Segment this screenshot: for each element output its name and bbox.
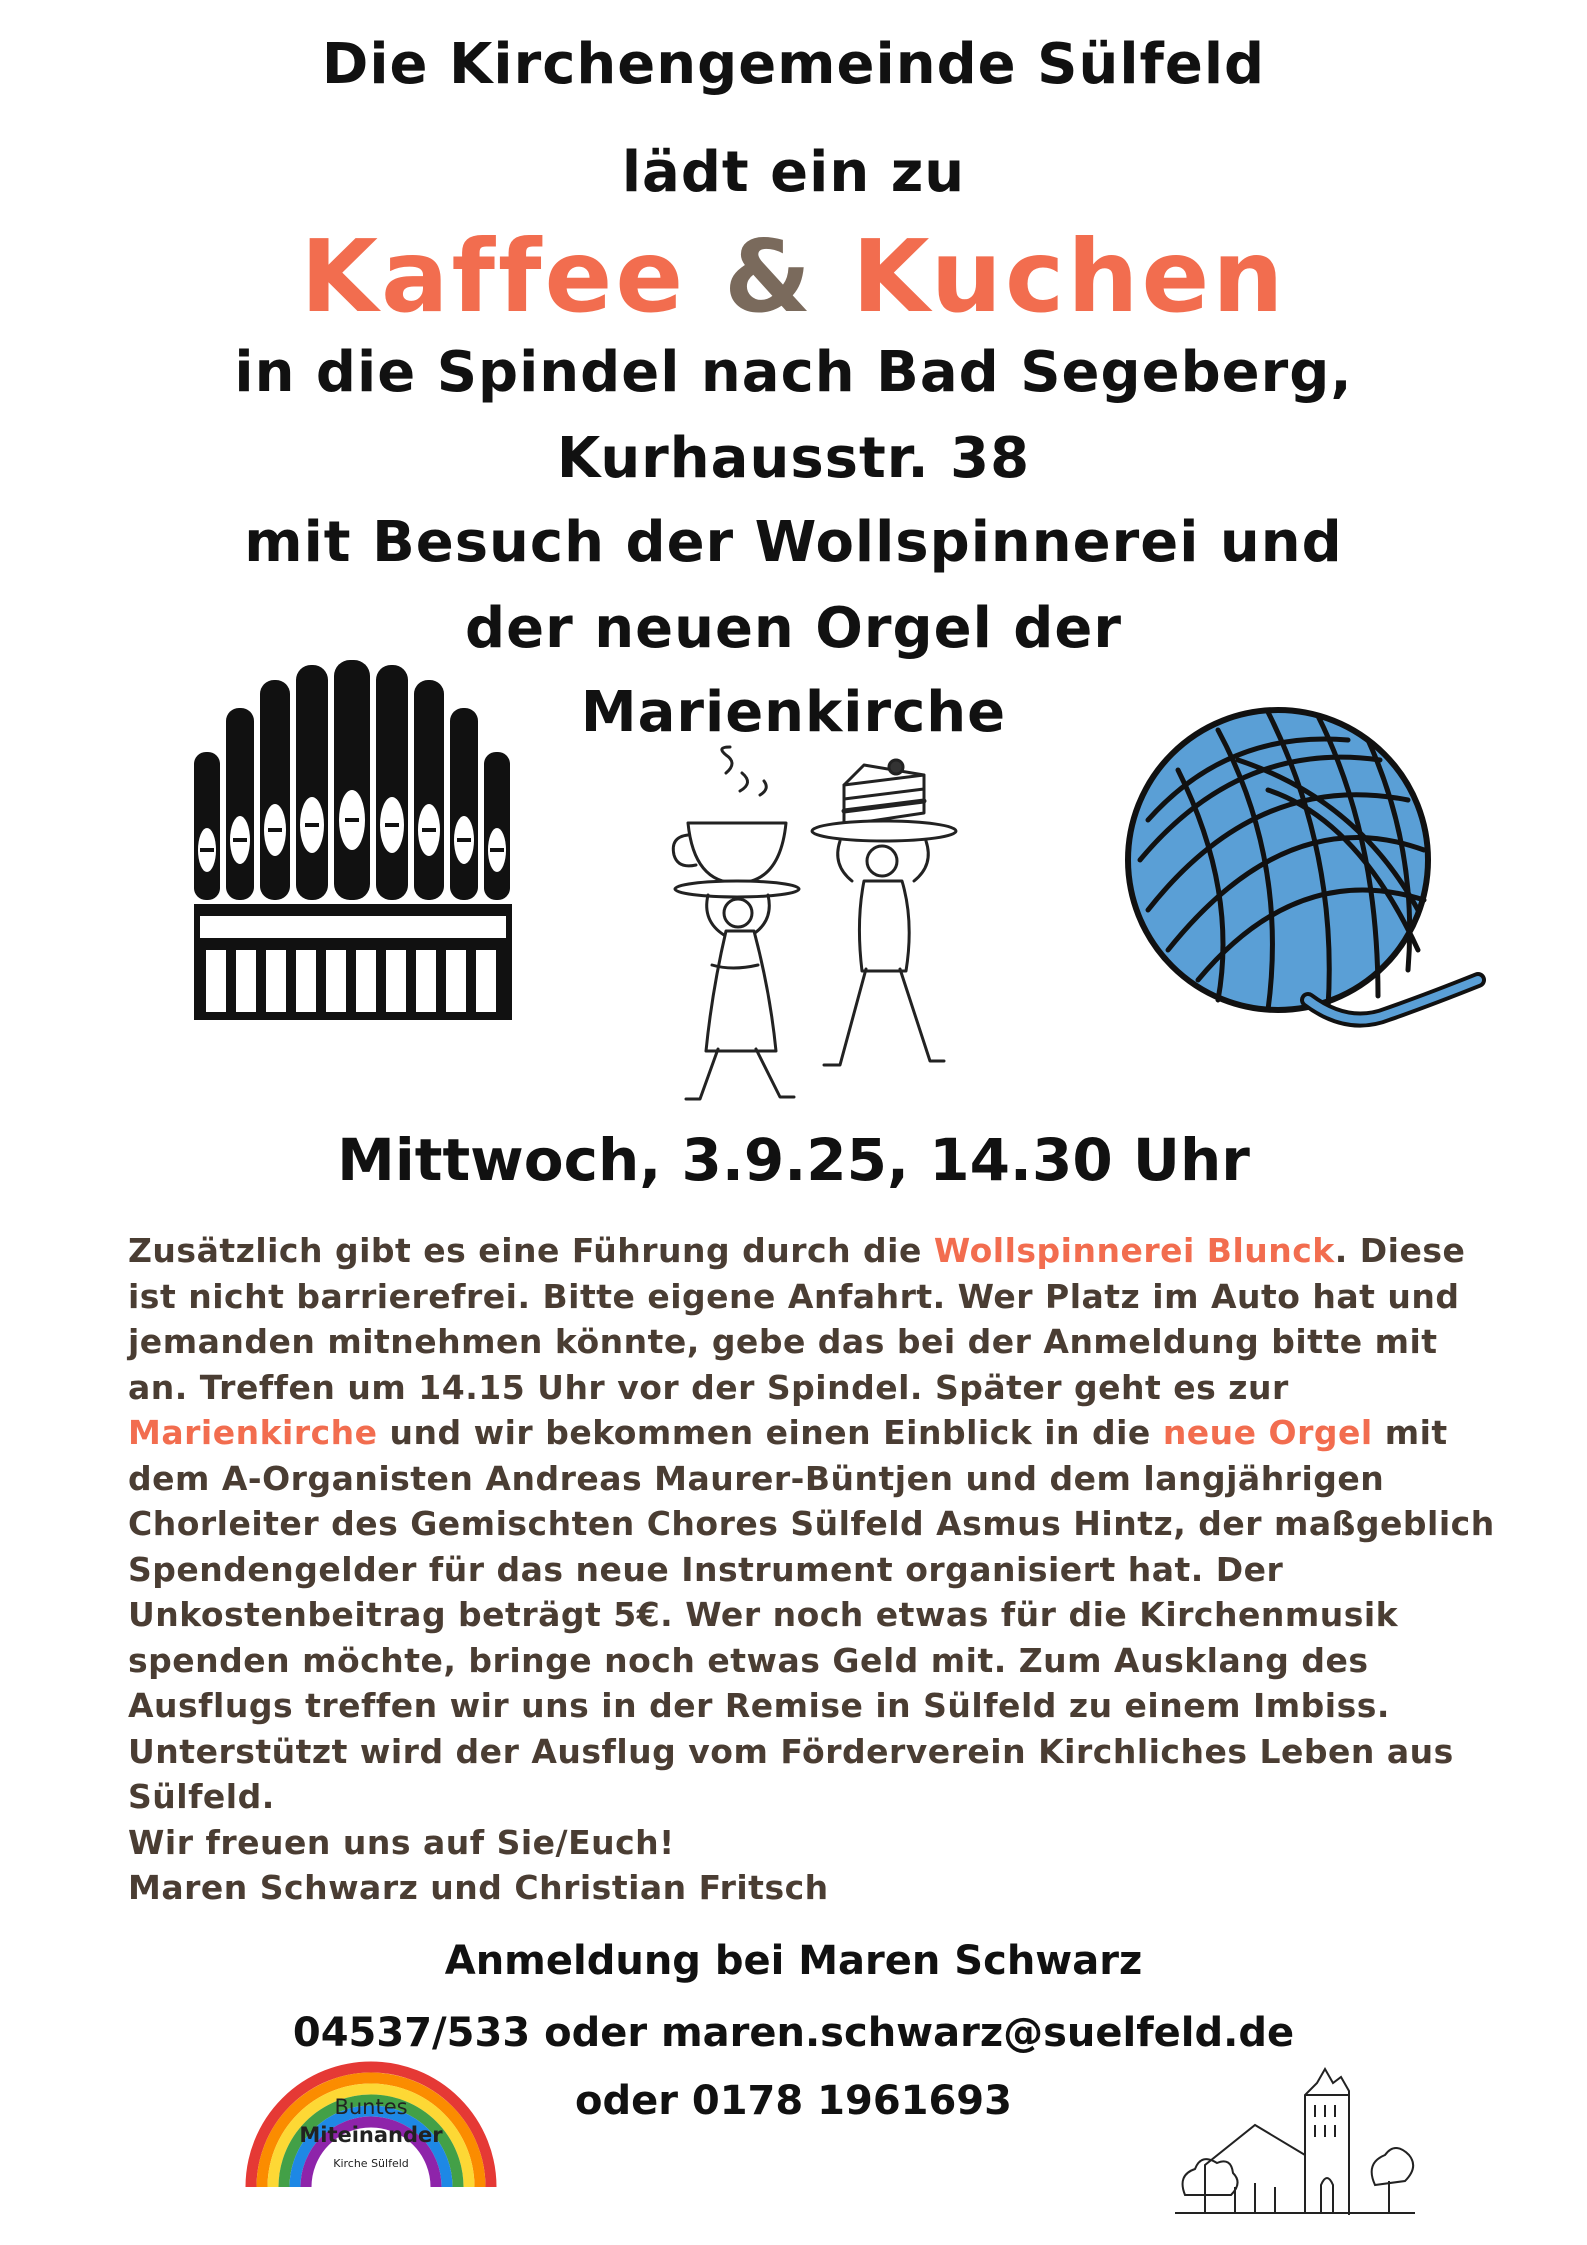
description-text-3: und wir bekommen einen Einblick in die (377, 1413, 1163, 1452)
title-part-1: Kaffee (300, 218, 687, 335)
contact-line-2: 04537/533 oder maren.schwarz@suelfeld.de (292, 2010, 1295, 2056)
highlight-marienkirche: Marienkirche (128, 1413, 378, 1452)
header-line-5: mit Besuch der Wollspinnerei und (244, 510, 1343, 575)
greeting: Wir freuen uns auf Sie/Euch! (128, 1822, 675, 1862)
coffee-and-cake-carriers-illustration (660, 745, 960, 1115)
description-text-2: . Diese ist nicht barrierefrei. Bitte eigene Anfahrt. Wer Platz im Auto hat und jemanden mitnehmen könnte, gebe das bei der Anmeldung bitte mit an. Treffen um 14.15 Uhr vor der Spindel. Später geht es zur (128, 1231, 1466, 1407)
title-ampersand: & (724, 218, 815, 335)
contact-line-3: oder 0178 1961693 (575, 2078, 1012, 2124)
yarn-ball-icon (1118, 700, 1488, 1040)
header-line-1: Die Kirchengemeinde Sülfeld (321, 32, 1266, 97)
event-date: Mittwoch, 3.9.25, 14.30 Uhr (337, 1126, 1250, 1194)
header-line-3: in die Spindel nach Bad Segeberg, (234, 340, 1353, 405)
header-line-4: Kurhausstr. 38 (556, 426, 1031, 491)
highlight-neue-orgel: neue Orgel (1162, 1413, 1373, 1452)
event-title (0, 218, 1587, 335)
header-line-2: lädt ein zu (621, 140, 966, 205)
description-text-1: Zusätzlich gibt es eine Führung durch die (128, 1231, 934, 1270)
logo-line-1: Buntes (334, 2095, 408, 2119)
contact-line-1: Anmeldung bei Maren Schwarz (444, 1938, 1143, 1984)
organ-icon (192, 660, 514, 1020)
signature: Maren Schwarz und Christian Fritsch (128, 1868, 829, 1907)
event-description (128, 1228, 1508, 1911)
description-text-4: mit dem A-Organisten Andreas Maurer-Büntjen und dem langjährigen Chorleiter des Gemischten Chores Sülfeld Asmus Hintz, der maßgeblich Spendengelder für das neue Instrument organisiert hat. Der Unkostenbeitrag beträgt 5€. Wer noch etwas für die Kirchenmusik spenden möchte, bringe noch etwas Geld mit. Zum Ausklang des Ausflugs treffen wir uns in der Remise in Sülfeld zu einem Imbiss. Unterstützt wird der Ausflug vom Förderverein Kirchliches Leben aus Sülfeld. (128, 1413, 1495, 1816)
church-sketch-illustration (1175, 2045, 1415, 2215)
title-part-2: Kuchen (852, 218, 1287, 335)
header-line-6: der neuen Orgel der (465, 596, 1122, 661)
header-line-7: Marienkirche (580, 680, 1007, 745)
logo-line-3: Kirche Sülfeld (333, 2157, 409, 2170)
highlight-wollspinnerei: Wollspinnerei Blunck (933, 1231, 1335, 1270)
logo-line-2: Miteinander (299, 2123, 443, 2147)
rainbow-logo (245, 2055, 497, 2187)
